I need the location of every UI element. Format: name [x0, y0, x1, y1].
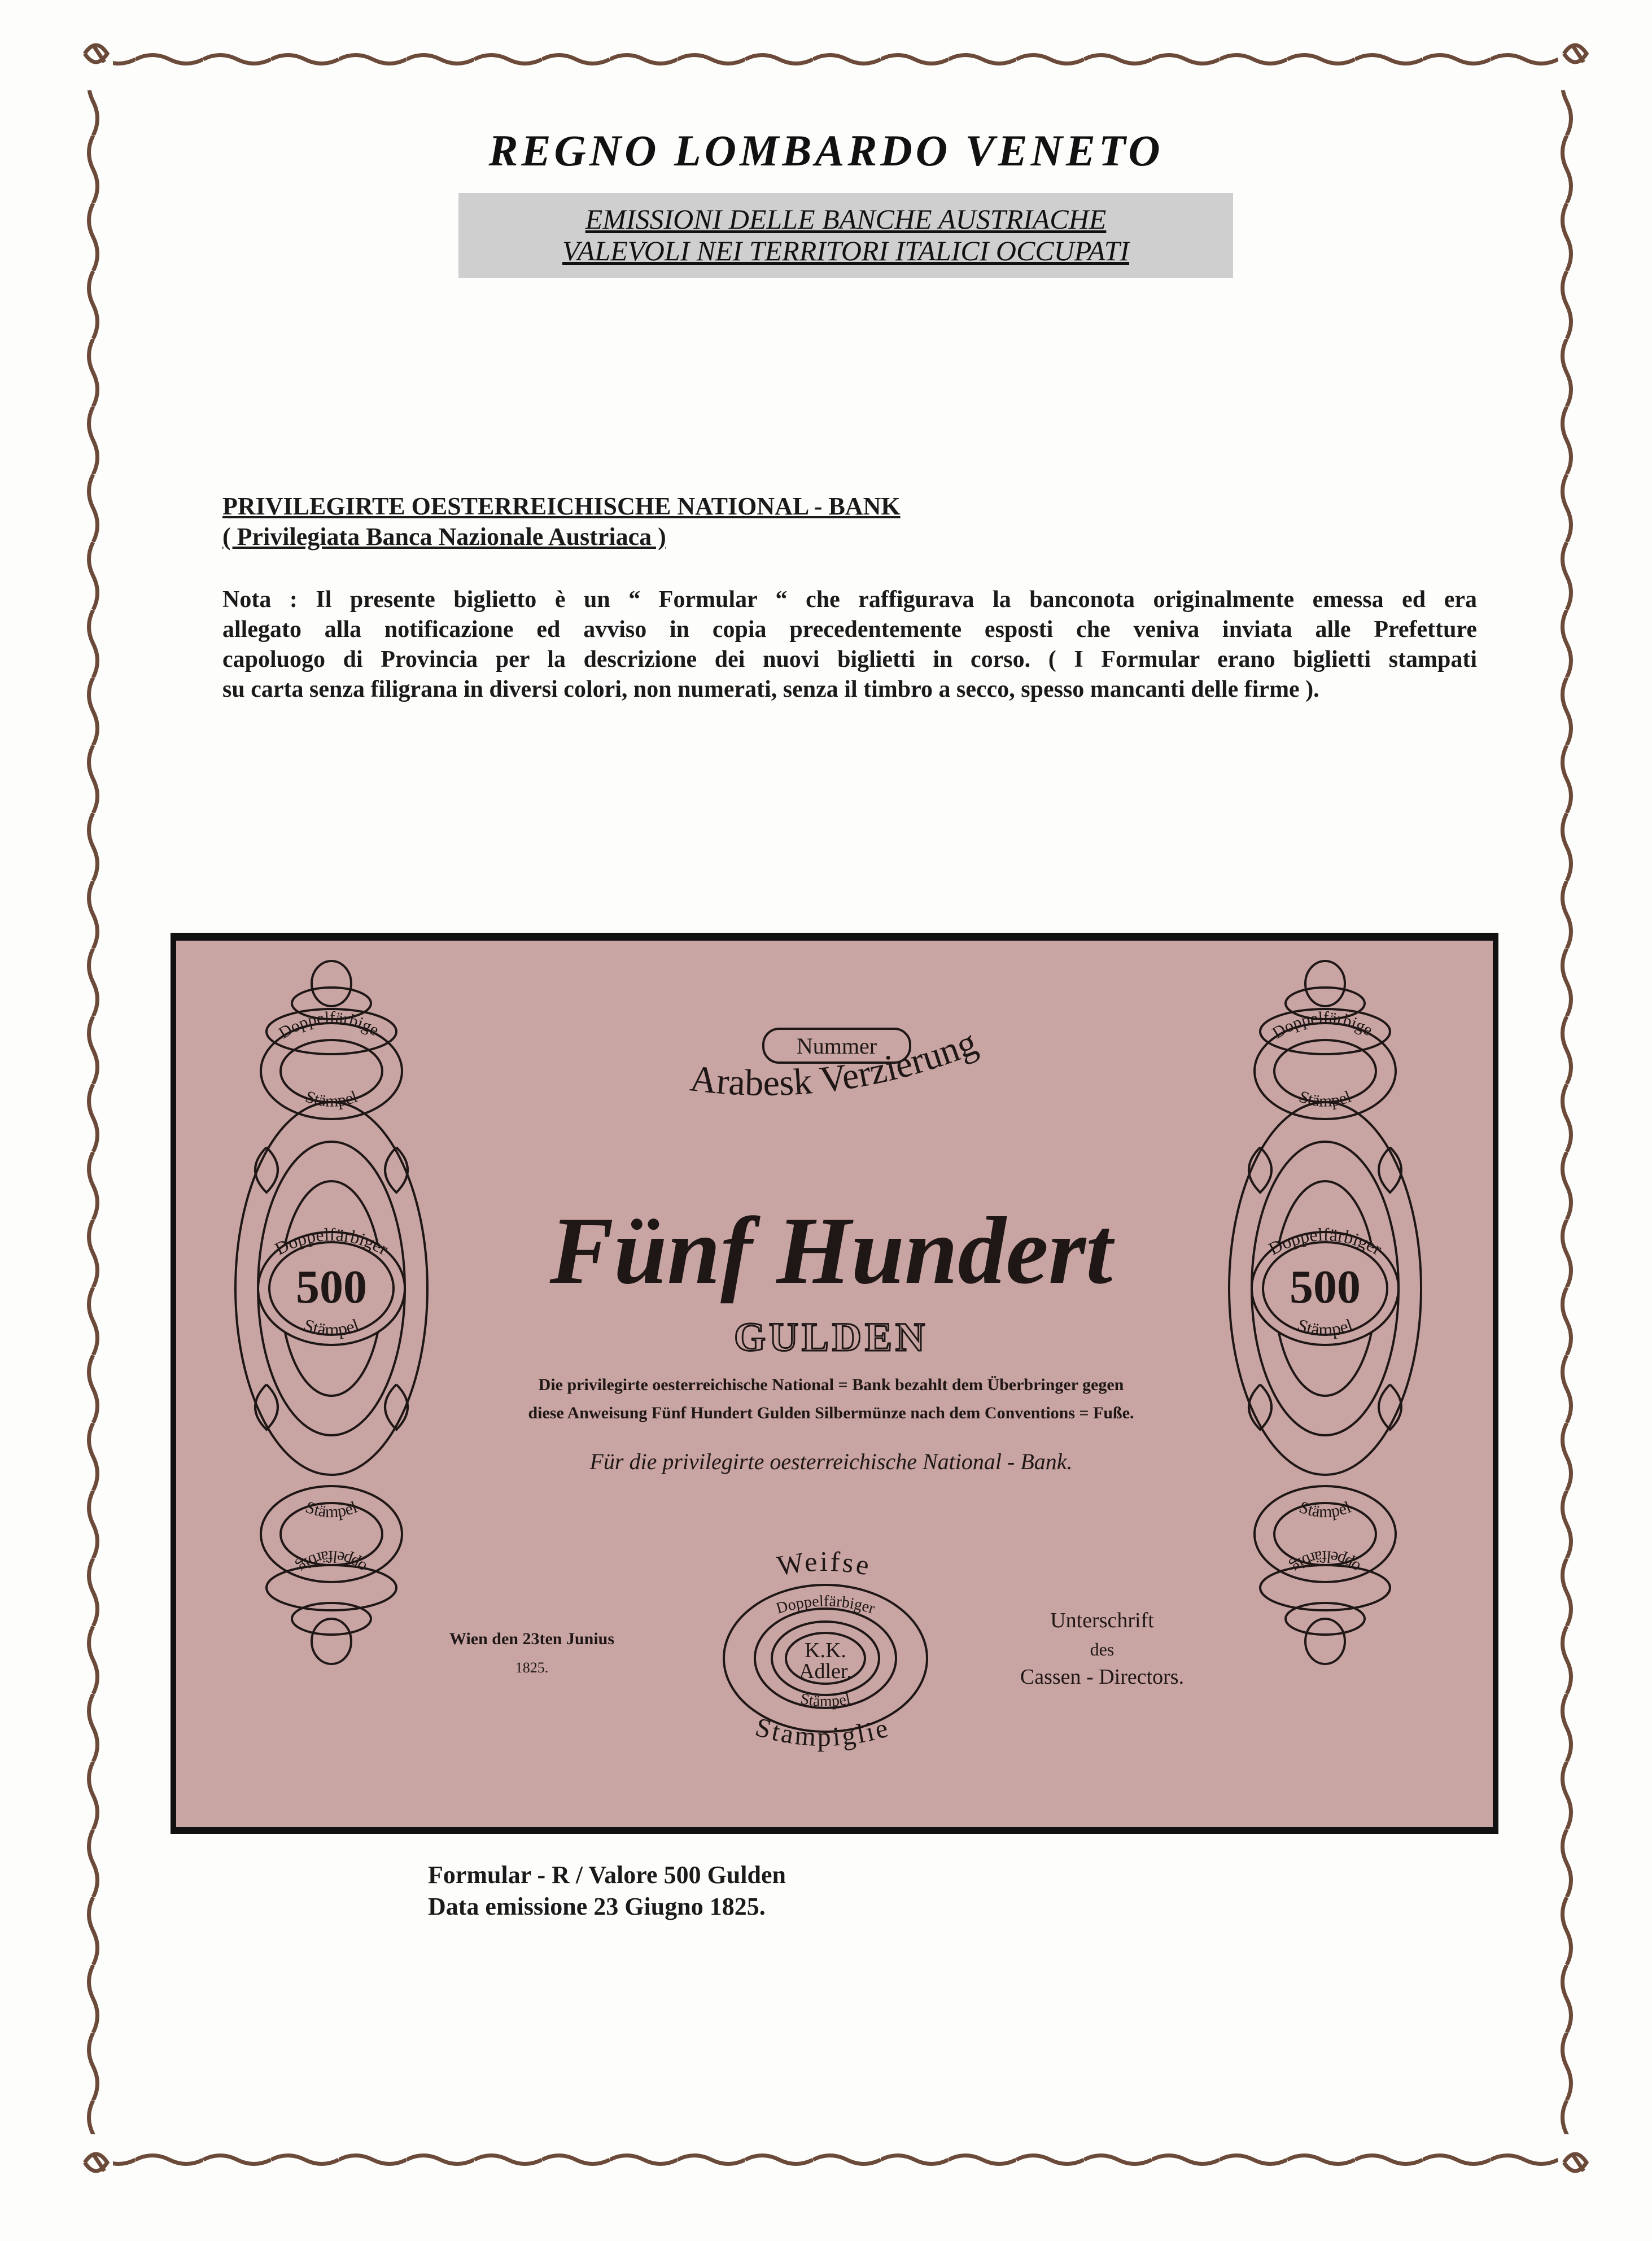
left-med-top: Doppelfärbiger: [271, 1224, 392, 1259]
stamp-center-line-2: Adler.: [799, 1659, 852, 1683]
banknote-image: [171, 933, 1498, 1834]
right-medallion-value: 500: [1290, 1261, 1361, 1313]
issue-year: 1825.: [515, 1659, 549, 1676]
stamp-top-label: Weifse: [775, 1545, 874, 1582]
note-line: su carta senza filigrana in diversi colori, non numerati, senza il timbro a secco, spesso mancanti delle firme ).: [222, 676, 1319, 702]
right-inv-top: Stämpel: [1296, 1497, 1354, 1522]
amount-words: Fünf Hundert: [549, 1198, 1113, 1304]
banknote-svg: [171, 933, 1498, 1834]
stamp-ring-bottom: Stämpel: [799, 1690, 852, 1711]
left-inv-bottom: oppelfärbig: [294, 1547, 370, 1577]
right-small-bottom: Stämpel: [1296, 1087, 1354, 1111]
right-small-top: Doppelfärbige: [1269, 1008, 1376, 1043]
left-med-bottom: Stämpel: [301, 1314, 362, 1340]
arabesk-label: Arabesk Verzierung: [688, 1021, 983, 1104]
bank-name: PRIVILEGIRTE OESTERREICHISCHE NATIONAL - BANK: [222, 492, 901, 520]
note-line: allegato alla notificazione ed avviso in copia precedentemente esposti che veniva inviata alle Prefetture: [222, 617, 1477, 643]
right-med-bottom: Stämpel: [1295, 1314, 1356, 1340]
left-inv-top: Stämpel: [303, 1497, 360, 1522]
promise-line-2: diese Anweisung Fünf Hundert Gulden Silbermünze nach dem Conventions = Fuße.: [528, 1404, 1134, 1422]
place-date: Wien den 23ten Junius: [449, 1630, 615, 1648]
signature-line-1: Unterschrift: [1050, 1609, 1154, 1632]
image-caption: [428, 1859, 786, 1923]
left-medallion-value: 500: [296, 1261, 367, 1313]
subtitle-line-1: EMISSIONI DELLE BANCHE AUSTRIACHE: [585, 203, 1107, 235]
left-small-top: Doppelfärbige: [275, 1008, 382, 1043]
right-inv-bottom: oppelfärbig: [1287, 1547, 1364, 1577]
page-title: REGNO LOMBARDO VENETO: [488, 126, 1164, 175]
note-line: capoluogo di Provincia per la descrizione dei nuovi biglietti in corso. ( I Formular erano biglietti stampati: [222, 646, 1477, 672]
currency-label: GULDEN: [733, 1314, 929, 1360]
for-bank-line: Für die privilegirte oesterreichische National - Bank.: [589, 1449, 1073, 1474]
bank-italian-name: ( Privilegiata Banca Nazionale Austriaca ): [222, 523, 666, 551]
nummer-label: Nummer: [796, 1033, 877, 1059]
stamp-ring-top: Doppelfärbiger: [774, 1592, 877, 1618]
left-small-bottom: Stämpel: [303, 1087, 360, 1111]
signature-line-2: des: [1090, 1639, 1115, 1659]
stamp-center-line-1: K.K.: [805, 1639, 846, 1662]
stamp-bottom-label: Stampiglie: [752, 1711, 894, 1753]
bank-heading: [222, 491, 901, 552]
promise-line-1: Die privilegirte oesterreichische National = Bank bezahlt dem Überbringer gegen: [538, 1375, 1124, 1394]
caption-line-2: Data emissione 23 Giugno 1825.: [428, 1893, 766, 1920]
subtitle-box: [458, 193, 1233, 278]
caption-line-1: Formular - R / Valore 500 Gulden: [428, 1861, 786, 1889]
signature-line-3: Cassen - Directors.: [1020, 1665, 1185, 1689]
note-line: Nota : Il presente biglietto è un “ Formular “ che raffigurava la banconota originalmente emessa ed era: [222, 587, 1477, 613]
note-paragraph: [222, 585, 1477, 705]
subtitle-line-2: VALEVOLI NEI TERRITORI ITALICI OCCUPATI: [562, 235, 1130, 267]
right-med-top: Doppelfärbiger: [1265, 1224, 1386, 1259]
